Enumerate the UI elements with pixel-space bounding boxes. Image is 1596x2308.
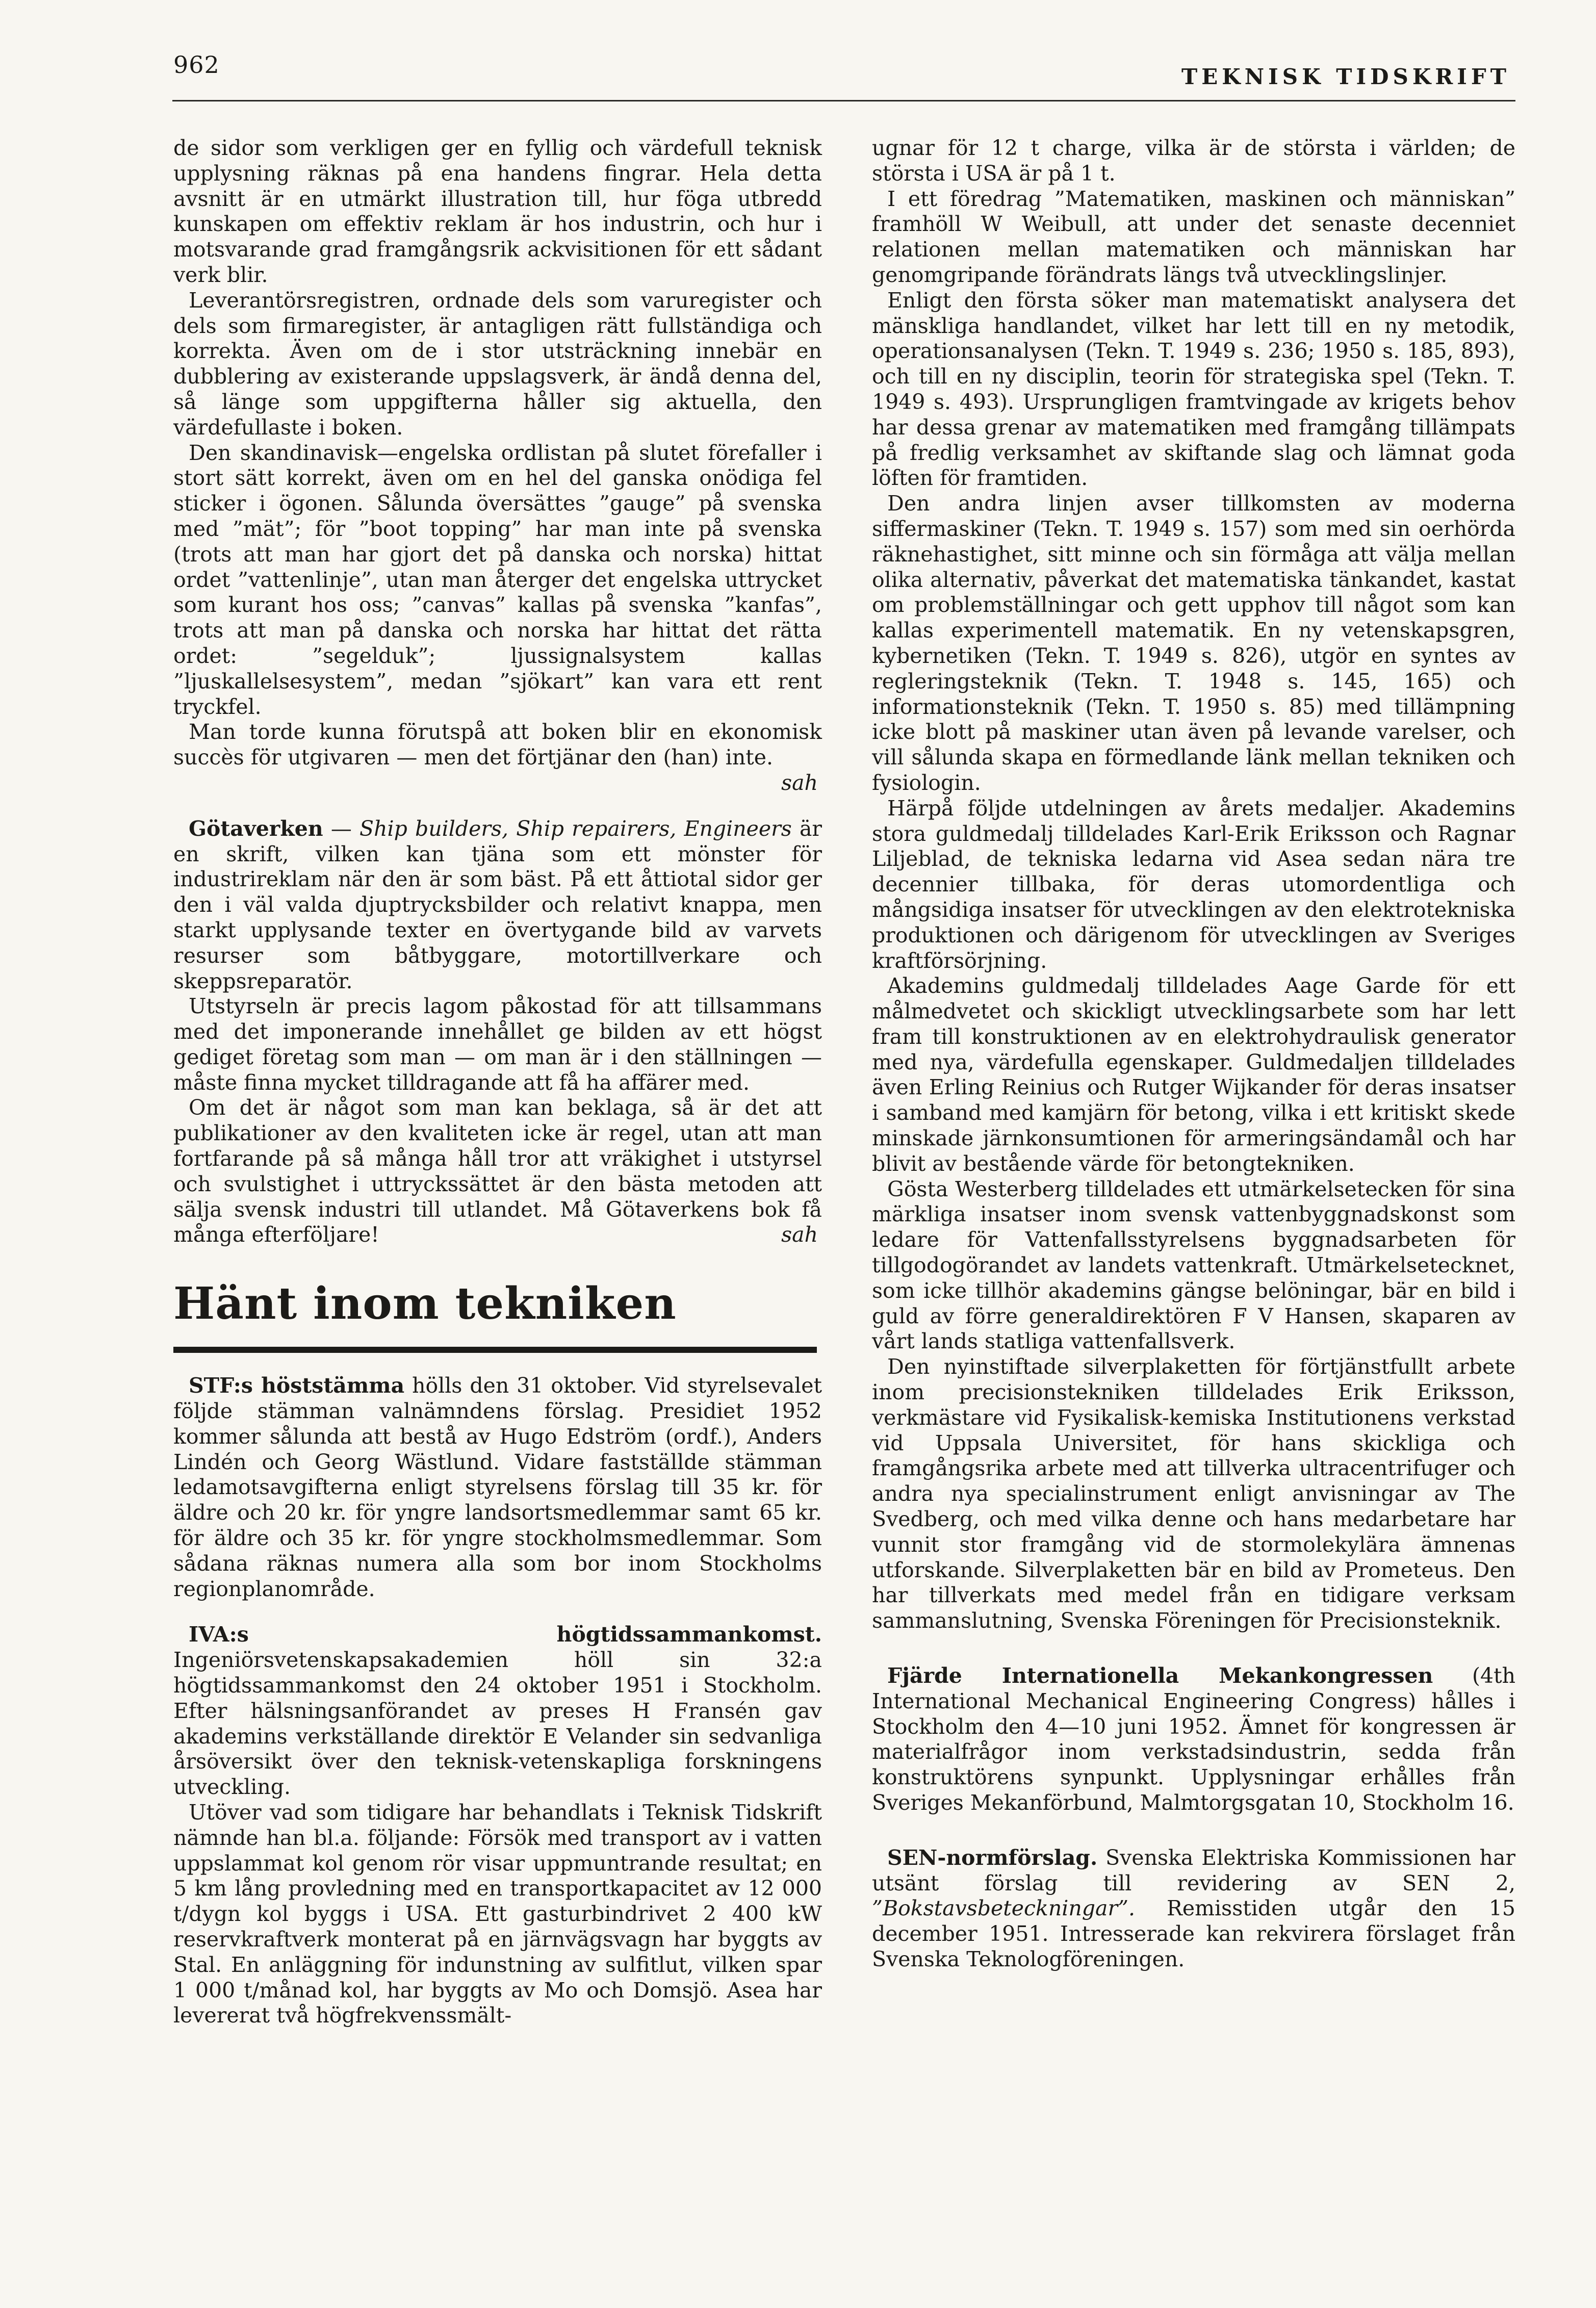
paragraph-text: Om det är något som man kan beklaga, så är det att publikationer av den kvaliteten icke är regel, utan att man fortfarande på så många håll tror att vräkighet i utstyrsel och svulstighet i uttryckssättet är den bästa metoden att sälja svensk industri till utlandet. Må Götaverkens bok få många efterföljare! [173,1095,822,1247]
paragraph: Utöver vad som tidigare har behandlats i Teknisk Tidskrift nämnde han bl.a. följande: Försök med transport av i vatten uppslammat kol genom rör visar uppmuntrande resultat; en 5 km lång provledning med en transportkapacitet av 12 000 t/dygn kol byggs i USA. Ett gasturbindrivet 2 400 kW reservkraftverk monterat på en järnvägsvagn har byggts av Stal. En anläggning för indunstning av sulfitlut, vilken spar 1 000 t/månad kol, har byggts av Mo och Domsjö. Asea har levererat två högfrekvenssmält- [173,1800,822,2028]
news-title: SEN-normförslag. [887,1845,1098,1870]
author-signature: sah [781,1222,818,1247]
journal-title: TEKNISK TIDSKRIFT [1181,64,1510,89]
section-rule [173,1347,817,1353]
review-subtitle: Ship builders, Ship repairers, Engineers [359,816,792,841]
news-text: Svenska Elektriska Kommissionen har utsänt förslag till revidering av SEN 2, [872,1845,1515,1895]
paragraph: Gösta Westerberg tilldelades ett utmärkelsetecken för sina märkliga insatser inom svensk vattenbyggnadskonst som ledare för Vattenfallsstyrelsens byggnadsarbeten för tillgodogörandet av landets vattenkraft. Utmärkelsetecknet, som icke tillhör akademins gängse belöningar, bär en bild i guld av förre generaldirektören F V Hansen, skaparen av vårt lands statliga vattenfallsverk. [872,1176,1515,1354]
author-signature: sah [781,770,818,795]
left-column [173,136,822,2029]
news-title: IVA:s högtidssammankomst. [189,1622,822,1647]
news-text: Ingeniörsvetenskapsakademien höll sin 32:a högtidssammankomst den 24 oktober 1951 i Stockholm. Efter hälsningsanförandet av preses H Fransén gav akademins verkställande direktör E Velander sin sedvanliga årsöversikt över den teknisk-vetenskapliga forskningens utveckling. [173,1648,822,1800]
news-item-stf [173,1373,822,1602]
news-text: hölls den 31 oktober. Vid styrelsevalet följde stämman valnämndens förslag. Presidiet 1952 kommer sålunda att bestå av Hugo Edström (ordf.), Anders Lindén och Georg Wästlund. Vidare fastställde stämman ledamotsavgifterna enligt styrelsens förslag till 35 kr. för äldre och 20 kr. för yngre landsortsmedlemmar samt 65 kr. för äldre och 35 kr. för yngre stockholmsmedlemmar. Som sådana räknas numera alla som bor inom Stockholms regionplanområde. [173,1373,822,1601]
news-italic: ”Bokstavsbeteckningar”. [872,1896,1136,1921]
review-title: Götaverken [189,816,323,841]
review-gotaverken [173,816,822,994]
news-item-sen [872,1845,1515,1972]
news-title: Fjärde Internationella Mekankongressen [887,1663,1433,1688]
paragraph: Leverantörsregistren, ordnade dels som varuregister och dels som firmaregister, är antagligen rätt fullständiga och korrekta. Även om de i stor utsträckning innebär en dubblering av existerande uppslagsverk, är ändå denna del, så länge som uppgifterna håller sig aktuella, den värdefullaste i boken. [173,288,822,440]
paragraph: Utstyrseln är precis lagom påkostad för att tillsammans med det imponerande innehållet ge bilden av ett högst gediget företag som man — om man är i den ställningen — måste finna mycket tilldragande att få ha affärer med. [173,994,822,1095]
review-text: är en skrift, vilken kan tjäna som ett mönster för industrireklam när den är som bäst. På ett åttiotal sidor ger den i väl valda djuptrycksbilder och relativt knappa, men starkt upplysande texter en övertygande bild av varvets resurser som båtbyggare, motortillverkare och skeppsreparatör. [173,816,822,993]
paragraph: Härpå följde utdelningen av årets medaljer. Akademins stora guldmedalj tilldelades Karl-Erik Eriksson och Ragnar Liljeblad, de tekniska ledarna vid Asea sedan nära tre decennier tillbaka, för deras utomordentliga och mångsidiga insatser för utvecklingen av den elektrotekniska produktionen och därigenom för utvecklingen av Sveriges kraftförsörjning. [872,796,1515,973]
paragraph: Enligt den första söker man matematiskt analysera det mänskliga handlandet, vilket har lett till en ny metodik, operationsanalysen (Tekn. T. 1949 s. 236; 1950 s. 185, 893), och till en ny disciplin, teorin för strategiska spel (Tekn. T. 1949 s. 493). Ursprungligen framtvingade av krigets behov har dessa grenar av matematiken med framgång tillämpats på fredlig verksamhet av skiftande slag och lämnat goda löften för framtiden. [872,288,1515,491]
news-title: STF:s höststämma [189,1373,405,1398]
news-text: Remisstiden utgår den 15 december 1951. Intresserade kan rekvirera förslaget från Svenska Teknologföreningen. [872,1896,1515,1971]
paragraph: ugnar för 12 t charge, vilka är de största i världen; de största i USA är på 1 t. [872,136,1515,186]
news-item-mekankongressen [872,1663,1515,1816]
paragraph: Den nyinstiftade silverplaketten för förtjänstfullt arbete inom precisionstekniken tilldelades Erik Eriksson, verkmästare vid Fysikalisk-kemiska Institutionens verkstad vid Uppsala Universitet, för hans skickliga och framgångsrika arbete med att tillverka ultracentrifuger och andra nya specialinstrument enligt anvisningar av The Svedberg, och med vilka denne och hans medarbetare har vunnit stor framgång vid de stormolekylära ämnenas utforskande. Silverplaketten bär en bild av Prometeus. Den har tillverkats med medel från en tidigare verksam sammanslutning, Svenska Föreningen för Precisionsteknik. [872,1354,1515,1633]
dash: — [323,816,359,841]
news-item-iva [173,1622,822,1800]
section-heading: Hänt inom tekniken [173,1278,677,1330]
right-column [872,136,1515,1972]
paragraph [173,1095,822,1248]
paragraph: Den skandinavisk—engelska ordlistan på slutet förefaller i stort sätt korrekt, även om en hel del ganska onödiga fel sticker i ögonen. Sålunda översättes ”gauge” på svenska med ”mät”; för ”boot topping” har man inte på svenska (trots att man har gjort det på danska och norska) hittat ordet ”vattenlinje”, utan man återger det engelska uttrycket som kurant hos oss; ”canvas” kallas på svenska ”kanfas”, trots att man på danska och norska har hittat det rätta ordet: ”segelduk”; ljussignalsystem kallas ”ljuskallelsesystem”, medan ”sjökart” kan vara ett rent tryckfel. [173,440,822,719]
header-rule [172,100,1515,101]
paragraph: Den andra linjen avser tillkomsten av moderna siffermaskiner (Tekn. T. 1949 s. 157) som med sin oerhörda räknehastighet, sitt minne och sin förmåga att välja mellan olika alternativ, påverkat det matematiska tänkandet, kastat om problemställningar och gett upphov till något som kan kallas experimentell matematik. En ny vetenskapsgren, kybernetiken (Tekn. T. 1949 s. 826), utgör en syntes av regleringsteknik (Tekn. T. 1948 s. 145, 165) och informationsteknik (Tekn. T. 1950 s. 85) med tillämpning icke blott på maskiner utan även på levande varelser, och vill sålunda skapa en förmedlande länk mellan tekniken och fysiologin. [872,491,1515,795]
page-number: 962 [173,51,220,79]
paragraph: de sidor som verkligen ger en fyllig och värdefull teknisk upplysning räknas på ena handens fingrar. Hela detta avsnitt är en utmärkt illustration till, hur föga utbredd kunskapen om effektiv reklam är hos industrin, och hur i motsvarande grad framgångsrik ackvisitionen för ett sådant verk blir. [173,136,822,287]
paragraph: Akademins guldmedalj tilldelades Aage Garde för ett målmedvetet och skickligt utvecklingsarbete som har lett fram till konstruktionen av en elektrohydraulisk generator med nya, värdefulla egenskaper. Guldmedaljen tilldelades även Erling Reinius och Rutger Wijkander för deras insatser i samband med kamjärn för betong, vilka i ett kritiskt skede minskade järnkonsumtionen för armeringsändamål och har blivit av bestående värde för betongtekniken. [872,973,1515,1176]
news-text: (4th International Mechanical Engineering Congress) hålles i Stockholm den 4—10 juni 1952. Ämnet för kongressen är materialfrågor inom verkstadsindustrin, sedda från konstruktörens synpunkt. Upplysningar erhålles från Sveriges Mekanförbund, Malmtorgsgatan 10, Stockholm 16. [872,1663,1516,1815]
paragraph: I ett föredrag ”Matematiken, maskinen och människan” framhöll W Weibull, att under det senaste decenniet relationen mellan matematiken och människan har genomgripande förändrats längs två utvecklingslinjer. [872,186,1515,287]
paragraph: Man torde kunna förutspå att boken blir en ekonomisk succès för utgivaren — men det förtjänar den (han) inte. [173,720,822,770]
